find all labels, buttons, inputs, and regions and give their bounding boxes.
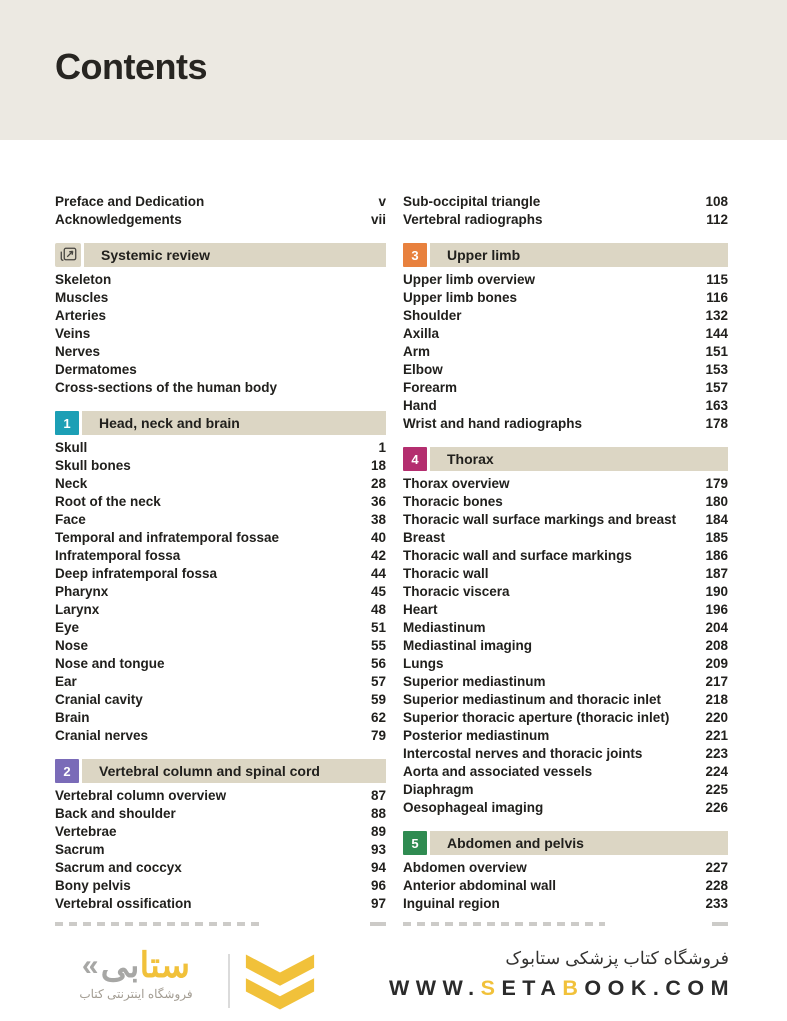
toc-item-label: Back and shoulder [55, 806, 176, 821]
toc-item-label: Dermatomes [55, 362, 137, 377]
toc-item-label: Thoracic wall surface markings and breast [403, 512, 677, 527]
toc-item-label: Wrist and hand radiographs [403, 416, 583, 431]
toc-item [403, 397, 728, 415]
toc-item-label: Larynx [55, 602, 100, 617]
toc-item-label: Acknowledgements [55, 212, 182, 227]
toc-item-page: 97 [370, 896, 386, 911]
toc-item [55, 841, 386, 859]
url-prefix: WWW. [388, 976, 481, 1000]
toc-item-label: Shoulder [403, 308, 462, 323]
section-header [403, 243, 728, 267]
store-caption: فروشگاه اینترنتی کتاب [79, 987, 193, 1001]
toc-item [403, 529, 728, 547]
store-url [389, 976, 735, 1001]
right-column [403, 193, 728, 926]
toc-item [403, 781, 728, 799]
toc-item [55, 271, 386, 289]
toc-item-label: Thoracic wall [403, 566, 489, 581]
clipped-row [403, 922, 728, 926]
toc-item-label: Mediastinum [403, 620, 486, 635]
toc-item-label: Cross-sections of the human body [55, 380, 278, 395]
toc-item-label: Upper limb bones [403, 290, 518, 305]
section-items [55, 271, 386, 397]
toc-item-page: 40 [370, 530, 386, 545]
toc-item-page: 186 [705, 548, 728, 563]
toc-item-label: Vertebrae [55, 824, 117, 839]
toc-item [55, 547, 386, 565]
toc-item-page: 115 [706, 272, 728, 287]
toc-item [403, 493, 728, 511]
toc-item-label: Bony pelvis [55, 878, 131, 893]
toc-item [55, 493, 386, 511]
front-matter [55, 193, 386, 229]
toc-item-label: Oesophageal imaging [403, 800, 544, 815]
toc-item [55, 565, 386, 583]
section-header [55, 759, 386, 783]
toc-item [55, 655, 386, 673]
toc-item-label: Deep infratemporal fossa [55, 566, 218, 581]
toc-item-label: Diaphragm [403, 782, 474, 797]
toc-item-page: 208 [705, 638, 728, 653]
toc-item-label: Breast [403, 530, 446, 545]
toc-item-page: 228 [705, 878, 728, 893]
toc-item-label: Nose and tongue [55, 656, 165, 671]
toc-item-label: Preface and Dedication [55, 194, 205, 209]
url-letter-b: B [562, 976, 585, 1000]
toc-item [403, 271, 728, 289]
toc-item [403, 859, 728, 877]
toc-item-page: 28 [370, 476, 386, 491]
toc-item-label: Ear [55, 674, 77, 689]
section-header [403, 831, 728, 855]
toc-item-page: 180 [705, 494, 728, 509]
toc-item-page: 57 [370, 674, 386, 689]
toc-item-label: Infratemporal fossa [55, 548, 181, 563]
toc-item [403, 211, 728, 229]
section-number-badge: 1 [55, 411, 79, 435]
toc-item-page: 153 [705, 362, 728, 377]
toc-section [403, 243, 728, 433]
toc-item-page: 44 [370, 566, 386, 581]
toc-item-page: 184 [705, 512, 728, 527]
table-of-contents [55, 193, 728, 926]
toc-item [403, 475, 728, 493]
toc-item [55, 343, 386, 361]
toc-item [55, 823, 386, 841]
toc-section [403, 447, 728, 817]
toc-item-label: Intercostal nerves and thoracic joints [403, 746, 643, 761]
toc-item [403, 709, 728, 727]
store-footer [0, 944, 787, 1021]
toc-item-page: 179 [705, 476, 728, 491]
section-title: Vertebral column and spinal cord [82, 759, 386, 783]
toc-item [55, 361, 386, 379]
toc-item-page: 18 [370, 458, 386, 473]
toc-item-label: Lungs [403, 656, 444, 671]
toc-item [55, 529, 386, 547]
toc-item-label: Thoracic wall and surface markings [403, 548, 632, 563]
toc-item-label: Forearm [403, 380, 458, 395]
wordmark-gray-part: بی [100, 946, 140, 985]
toc-item-page: 204 [705, 620, 728, 635]
toc-item [55, 619, 386, 637]
section-number-badge: 2 [55, 759, 79, 783]
section-items [55, 787, 386, 913]
toc-item-label: Vertebral column overview [55, 788, 227, 803]
toc-section [403, 831, 728, 926]
toc-item-page: 163 [705, 398, 728, 413]
toc-item [403, 637, 728, 655]
toc-item-page: 144 [705, 326, 728, 341]
toc-item [403, 565, 728, 583]
toc-item [403, 877, 728, 895]
toc-item-page: 223 [705, 746, 728, 761]
toc-item [55, 193, 386, 211]
toc-item [55, 673, 386, 691]
toc-item [55, 289, 386, 307]
toc-item [55, 727, 386, 745]
section-title: Abdomen and pelvis [430, 831, 728, 855]
toc-item-page: 227 [705, 860, 728, 875]
toc-item-label: Cranial cavity [55, 692, 143, 707]
section-items [403, 271, 728, 433]
section-title: Systemic review [84, 243, 386, 267]
section-title: Thorax [430, 447, 728, 471]
toc-item-label: Skeleton [55, 272, 112, 287]
toc-item-page: 116 [706, 290, 728, 305]
title-band [0, 0, 787, 140]
toc-item-page: 96 [370, 878, 386, 893]
toc-item [55, 379, 386, 397]
toc-item-page: 62 [370, 710, 386, 725]
guillemet-icon: « [81, 949, 99, 982]
section-number-badge: 3 [403, 243, 427, 267]
toc-item-page: v [378, 194, 386, 209]
toc-item-label: Cranial nerves [55, 728, 149, 743]
toc-item [403, 601, 728, 619]
url-eta: ETA [501, 976, 563, 1000]
toc-item-page: 42 [370, 548, 386, 563]
url-letter-s: S [480, 976, 502, 1000]
toc-item-page: 132 [705, 308, 728, 323]
toc-item [403, 343, 728, 361]
toc-item-page: 209 [705, 656, 728, 671]
toc-item [55, 583, 386, 601]
toc-item-label: Root of the neck [55, 494, 161, 509]
toc-item-label: Arm [403, 344, 431, 359]
toc-item-label: Aorta and associated vessels [403, 764, 593, 779]
section-header [55, 411, 386, 435]
toc-item [403, 289, 728, 307]
toc-item-page: 87 [370, 788, 386, 803]
toc-item-label: Face [55, 512, 86, 527]
toc-item-page: 56 [370, 656, 386, 671]
toc-item-page: 218 [705, 692, 728, 707]
toc-item-label: Skull bones [55, 458, 131, 473]
toc-item [55, 511, 386, 529]
toc-item [55, 439, 386, 457]
toc-item-label: Thoracic viscera [403, 584, 510, 599]
toc-item-page: vii [370, 212, 386, 227]
toc-item-label: Skull [55, 440, 88, 455]
toc-item-page: 45 [370, 584, 386, 599]
toc-item-label: Sacrum [55, 842, 105, 857]
toc-item-label: Nerves [55, 344, 101, 359]
toc-item [55, 475, 386, 493]
toc-item [55, 325, 386, 343]
toc-item [403, 799, 728, 817]
toc-item [55, 637, 386, 655]
toc-item [403, 361, 728, 379]
section-number-badge: 5 [403, 831, 427, 855]
overview-icon [55, 243, 81, 267]
section-number-badge: 4 [403, 447, 427, 471]
toc-item [403, 547, 728, 565]
toc-item-page: 190 [705, 584, 728, 599]
section-header [403, 447, 728, 471]
toc-item-page: 233 [705, 896, 728, 911]
double-chevron-icon [244, 952, 316, 1017]
toc-item [403, 655, 728, 673]
toc-item [55, 787, 386, 805]
toc-item [403, 511, 728, 529]
toc-item-label: Veins [55, 326, 91, 341]
toc-item-label: Axilla [403, 326, 440, 341]
toc-item-page: 36 [370, 494, 386, 509]
wordmark-yellow-part: ستا [139, 946, 191, 985]
toc-item-page: 94 [370, 860, 386, 875]
toc-section [55, 243, 386, 397]
toc-item [403, 895, 728, 913]
toc-item-label: Hand [403, 398, 437, 413]
toc-item-label: Superior mediastinum and thoracic inlet [403, 692, 662, 707]
toc-item-label: Nose [55, 638, 89, 653]
toc-item [55, 601, 386, 619]
toc-item [55, 859, 386, 877]
toc-item-label: Posterior mediastinum [403, 728, 550, 743]
toc-item-label: Muscles [55, 290, 109, 305]
toc-item-label: Mediastinal imaging [403, 638, 533, 653]
toc-item-page: 59 [370, 692, 386, 707]
toc-item [403, 325, 728, 343]
section-title: Head, neck and brain [82, 411, 386, 435]
toc-item-page: 89 [370, 824, 386, 839]
toc-item [55, 211, 386, 229]
toc-item-label: Heart [403, 602, 438, 617]
toc-item-label: Sub-occipital triangle [403, 194, 541, 209]
toc-item-page: 185 [705, 530, 728, 545]
toc-item-label: Arteries [55, 308, 107, 323]
section-title: Upper limb [430, 243, 728, 267]
toc-item [403, 763, 728, 781]
toc-item-page: 38 [370, 512, 386, 527]
toc-item [55, 805, 386, 823]
toc-item-label: Neck [55, 476, 88, 491]
toc-section [55, 759, 386, 926]
toc-item-page: 48 [370, 602, 386, 617]
toc-item [403, 193, 728, 211]
toc-item-label: Elbow [403, 362, 443, 377]
section-items [403, 475, 728, 817]
toc-item-page: 196 [705, 602, 728, 617]
section-items [403, 859, 728, 913]
toc-item-label: Inguinal region [403, 896, 500, 911]
toc-item [55, 877, 386, 895]
toc-item-page: 187 [705, 566, 728, 581]
toc-item-page: 225 [705, 782, 728, 797]
toc-item [403, 691, 728, 709]
section-header [55, 243, 386, 267]
toc-item-label: Abdomen overview [403, 860, 527, 875]
toc-item-page: 88 [370, 806, 386, 821]
page-title: Contents [55, 46, 207, 87]
toc-item [403, 307, 728, 325]
toc-item-label: Eye [55, 620, 80, 635]
toc-item [403, 583, 728, 601]
toc-item-label: Vertebral ossification [55, 896, 192, 911]
toc-item-page: 93 [370, 842, 386, 857]
url-suffix: OOK.COM [584, 976, 735, 1000]
toc-item-label: Temporal and infratemporal fossae [55, 530, 280, 545]
toc-item-page: 151 [705, 344, 728, 359]
toc-item-page: 226 [705, 800, 728, 815]
section-items [55, 439, 386, 745]
toc-item-page: 112 [706, 212, 728, 227]
toc-item-page: 79 [370, 728, 386, 743]
clipped-row [55, 922, 386, 926]
store-wordmark [50, 946, 222, 986]
toc-item-page: 221 [705, 728, 728, 743]
toc-item-label: Anterior abdominal wall [403, 878, 557, 893]
toc-item-label: Superior mediastinum [403, 674, 546, 689]
footer-divider [228, 954, 230, 1008]
toc-item-page: 157 [705, 380, 728, 395]
store-tagline: فروشگاه کتاب پزشکی ستابوک [505, 948, 729, 968]
toc-item [403, 379, 728, 397]
toc-item [55, 895, 386, 913]
toc-item-label: Upper limb overview [403, 272, 536, 287]
toc-item [55, 457, 386, 475]
toc-item-label: Thorax overview [403, 476, 510, 491]
toc-item [55, 307, 386, 325]
toc-item-page: 108 [705, 194, 728, 209]
toc-item [55, 709, 386, 727]
toc-item-label: Pharynx [55, 584, 109, 599]
toc-section [55, 411, 386, 745]
toc-item [403, 619, 728, 637]
front-matter [403, 193, 728, 229]
toc-item [55, 691, 386, 709]
toc-item-page: 51 [370, 620, 386, 635]
toc-item-label: Superior thoracic aperture (thoracic inlet) [403, 710, 670, 725]
toc-item [403, 415, 728, 433]
store-logo [50, 946, 222, 1001]
toc-item-label: Vertebral radiographs [403, 212, 543, 227]
toc-item-label: Brain [55, 710, 90, 725]
toc-item-page: 220 [705, 710, 728, 725]
toc-item [403, 727, 728, 745]
toc-item-page: 178 [705, 416, 728, 431]
toc-item-label: Sacrum and coccyx [55, 860, 182, 875]
toc-item-page: 217 [705, 674, 728, 689]
toc-item-page: 224 [705, 764, 728, 779]
toc-item [403, 745, 728, 763]
toc-item [403, 673, 728, 691]
toc-item-page: 1 [378, 440, 386, 455]
toc-item-label: Thoracic bones [403, 494, 503, 509]
left-column [55, 193, 386, 926]
toc-item-page: 55 [370, 638, 386, 653]
